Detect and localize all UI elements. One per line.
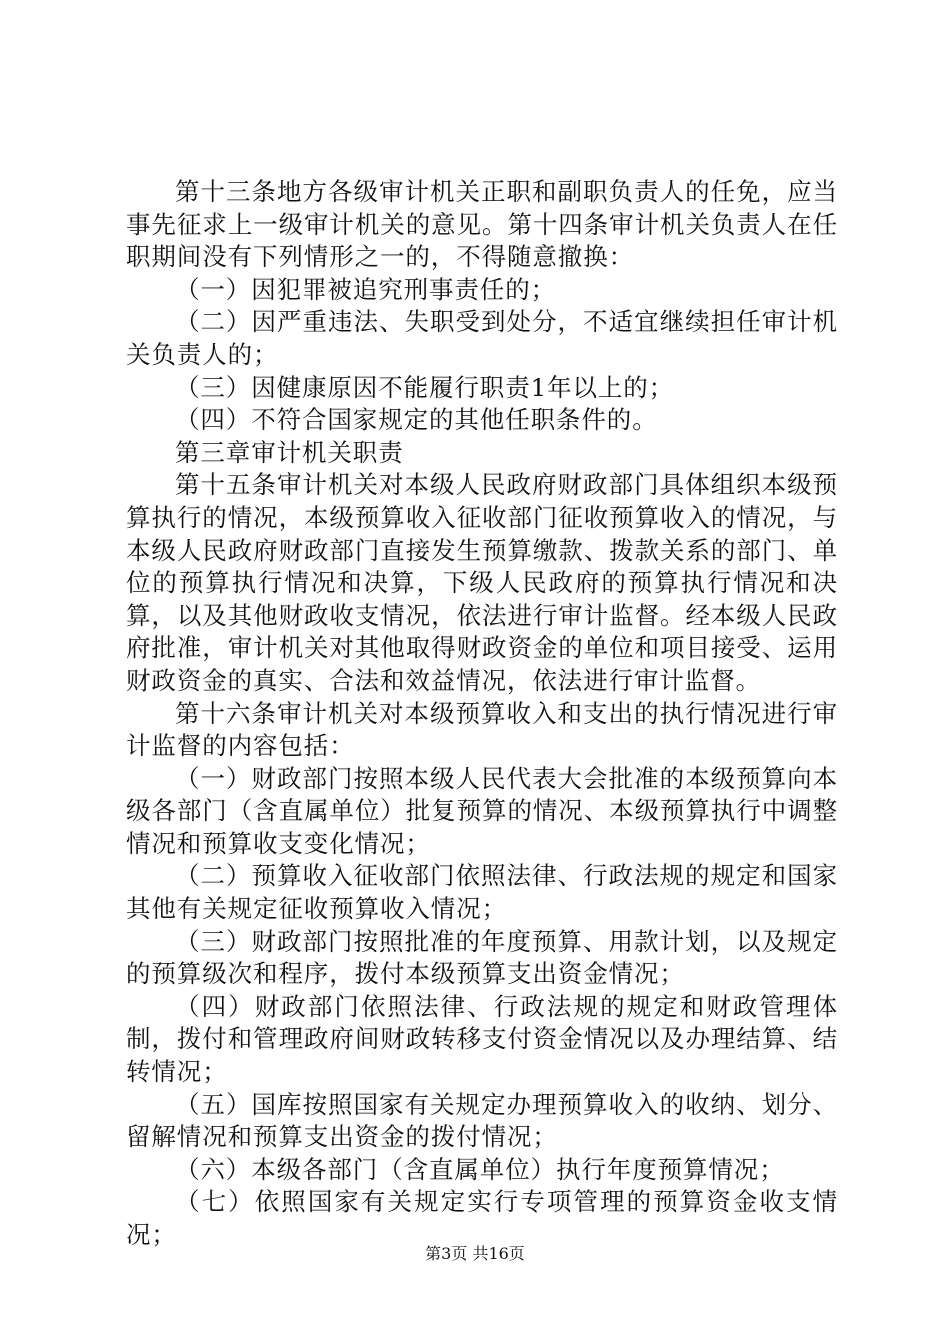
- paragraph-item-4: （四）不符合国家规定的其他任职条件的。: [175, 405, 658, 435]
- paragraph-item-1: （一）因犯罪被追究刑事责任的；: [175, 274, 556, 304]
- paragraph-item-3: （三）因健康原因不能履行职责1年以上的；: [175, 372, 675, 402]
- paragraph-article-16-item-5: （五）国库按照国家有关规定办理预算收入的收纳、划分、留解情况和预算支出资金的拨付情况；: [126, 1089, 838, 1152]
- paragraph-article-16-item-2: （二）预算收入征收部门依照法律、行政法规的规定和国家其他有关规定征收预算收入情况；: [126, 861, 838, 924]
- page-number: 第3页 共16页: [425, 1244, 525, 1263]
- paragraph-item-2: （二）因严重违法、失职受到处分，不适宜继续担任审计机关负责人的；: [126, 307, 838, 369]
- paragraph-article-16: 第十六条审计机关对本级预算收入和支出的执行情况进行审计监督的内容包括：: [126, 698, 838, 761]
- chapter-heading: 第三章审计机关职责: [175, 437, 404, 467]
- document-body: [126, 176, 838, 1252]
- paragraph-article-16-item-6: （六）本级各部门（含直属单位）执行年度预算情况；: [175, 1154, 785, 1184]
- paragraph-article-13-14: 第十三条地方各级审计机关正职和副职负责人的任免，应当事先征求上一级审计机关的意见。第十四条审计机关负责人在任职期间没有下列情形之一的，不得随意撤换：: [126, 177, 838, 272]
- paragraph-article-16-item-7: （七）依照国家有关规定实行专项管理的预算资金收支情况；: [126, 1187, 838, 1249]
- page-footer: [0, 1244, 950, 1264]
- paragraph-article-16-item-4: （四）财政部门依照法律、行政法规的规定和财政管理体制，拨付和管理政府间财政转移支付资金情况以及办理结算、结转情况；: [126, 991, 838, 1087]
- paragraph-article-15: 第十五条审计机关对本级人民政府财政部门具体组织本级预算执行的情况，本级预算收入征收部门征收预算收入的情况，与本级人民政府财政部门直接发生预算缴款、拨款关系的部门、单位的预算执行情况和决算，下级人民政府的预算执行情况和决算，以及其他财政收支情况，依法进行审计监督。经本级人民政府批准，审计机关对其他取得财政资金的单位和项目接受、运用财政资金的真实、合法和效益情况，依法进行审计监督。: [126, 470, 838, 695]
- paragraph-article-16-item-3: （三）财政部门按照批准的年度预算、用款计划，以及规定的预算级次和程序，拨付本级预算支出资金情况；: [126, 926, 838, 989]
- paragraph-article-16-item-1: （一）财政部门按照本级人民代表大会批准的本级预算向本级各部门（含直属单位）批复预算的情况、本级预算执行中调整情况和预算收支变化情况；: [126, 763, 838, 858]
